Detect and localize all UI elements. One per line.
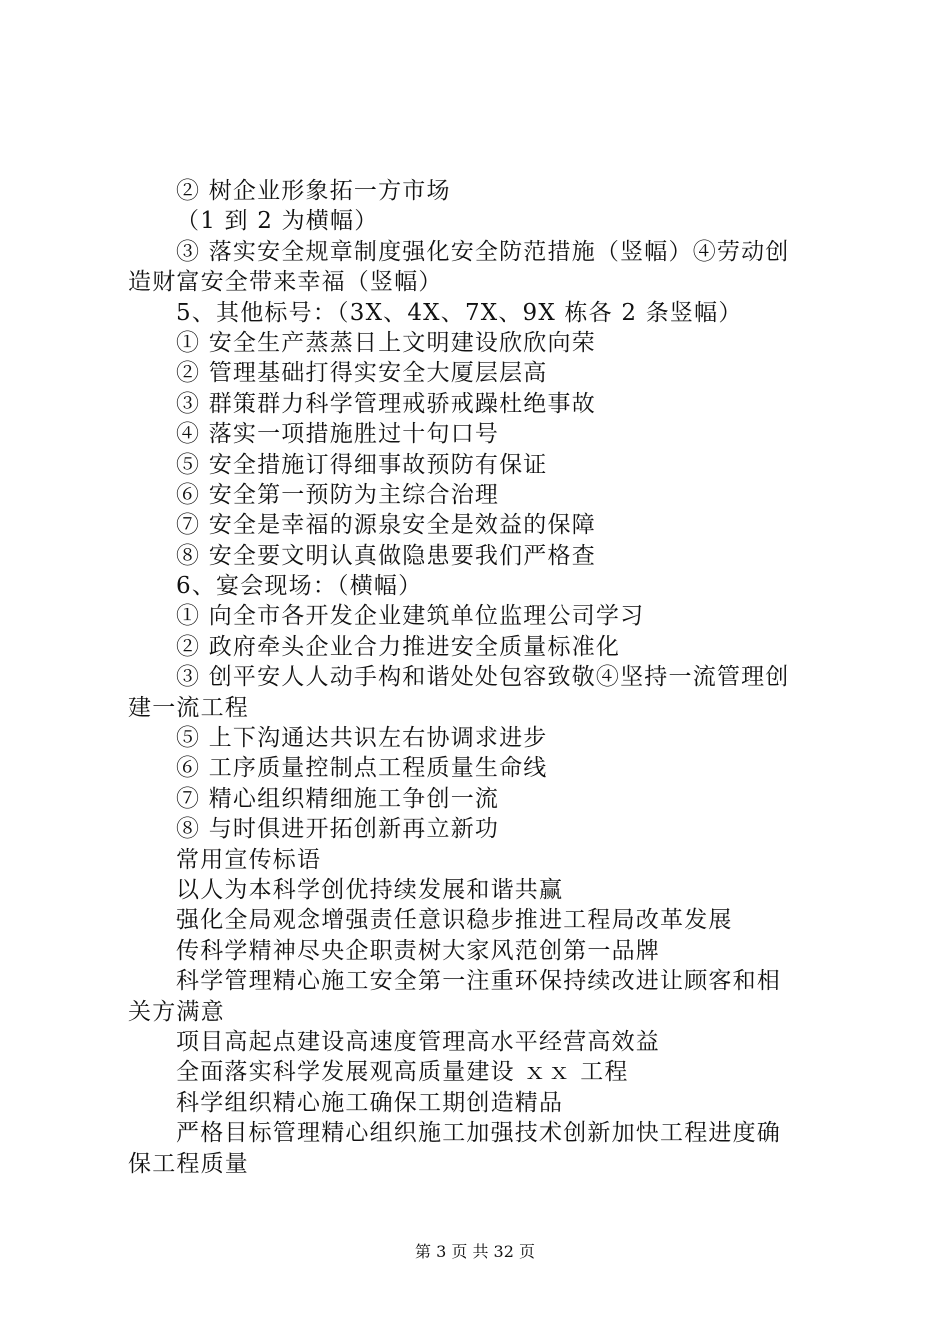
text-line: ⑤ 上下沟通达共识左右协调求进步	[176, 725, 548, 752]
text-line: ⑥ 工序质量控制点工程质量生命线	[176, 755, 548, 782]
text-line: ② 管理基础打得实安全大厦层层高	[176, 360, 548, 387]
text-line: 常用宣传标语	[176, 846, 322, 873]
text-line: 全面落实科学发展观高质量建设 ｘｘ 工程	[176, 1059, 629, 1086]
text-line: 以人为本科学创优持续发展和谐共赢	[176, 876, 564, 903]
document-body	[0, 176, 950, 1179]
text-line: ⑧ 安全要文明认真做隐患要我们严格查	[176, 542, 596, 569]
text-line: ⑧ 与时俱进开拓创新再立新功	[176, 816, 500, 843]
text-line: 5、其他标号：（3X、4X、7X、9X 栋各 2 条竖幅）	[176, 299, 743, 326]
text-line: ② 树企业形象拓一方市场	[176, 178, 451, 204]
text-line: 科学管理精心施工安全第一注重环保持续改进让顾客和相	[176, 968, 781, 995]
text-line: ① 向全市各开发企业建筑单位监理公司学习	[176, 603, 645, 630]
text-line: ⑦ 安全是幸福的源泉安全是效益的保障	[176, 512, 596, 539]
text-line: ⑦ 精心组织精细施工争创一流	[176, 785, 500, 812]
page-number-label: 第 3 页 共 32 页	[415, 1242, 535, 1261]
text-line: 保工程质量	[128, 1150, 249, 1177]
text-line: 科学组织精心施工确保工期创造精品	[176, 1089, 564, 1116]
text-line: （1 到 2 为横幅）	[176, 208, 379, 235]
text-line: 造财富安全带来幸福（竖幅）	[128, 269, 443, 296]
text-line: ① 安全生产蒸蒸日上文明建设欣欣向荣	[176, 329, 596, 356]
text-line: ③ 创平安人人动手构和谐处处包容致敬④坚持一流管理创	[176, 664, 790, 691]
text-line: 强化全局观念增强责任意识稳步推进工程局改革发展	[176, 907, 733, 934]
text-line: ③ 群策群力科学管理戒骄戒躁杜绝事故	[176, 390, 596, 417]
text-line: 严格目标管理精心组织施工加强技术创新加快工程进度确	[176, 1120, 781, 1147]
text-line: ③ 落实安全规章制度强化安全防范措施（竖幅）④劳动创	[176, 238, 790, 265]
text-line: 建一流工程	[128, 694, 249, 721]
text-line: 6、宴会现场：（横幅）	[176, 573, 423, 600]
text-line: 关方满意	[128, 998, 225, 1025]
text-line: ② 政府牵头企业合力推进安全质量标准化	[176, 633, 621, 660]
text-line: ⑤ 安全措施订得细事故预防有保证	[176, 451, 548, 478]
text-line: ④ 落实一项措施胜过十句口号	[176, 421, 500, 448]
text-line: 项目高起点建设高速度管理高水平经营高效益	[176, 1028, 660, 1055]
text-line: ⑥ 安全第一预防为主综合治理	[176, 481, 500, 508]
text-line: 传科学精神尽央企职责树大家风范创第一品牌	[176, 937, 660, 964]
page-footer	[0, 1240, 950, 1264]
